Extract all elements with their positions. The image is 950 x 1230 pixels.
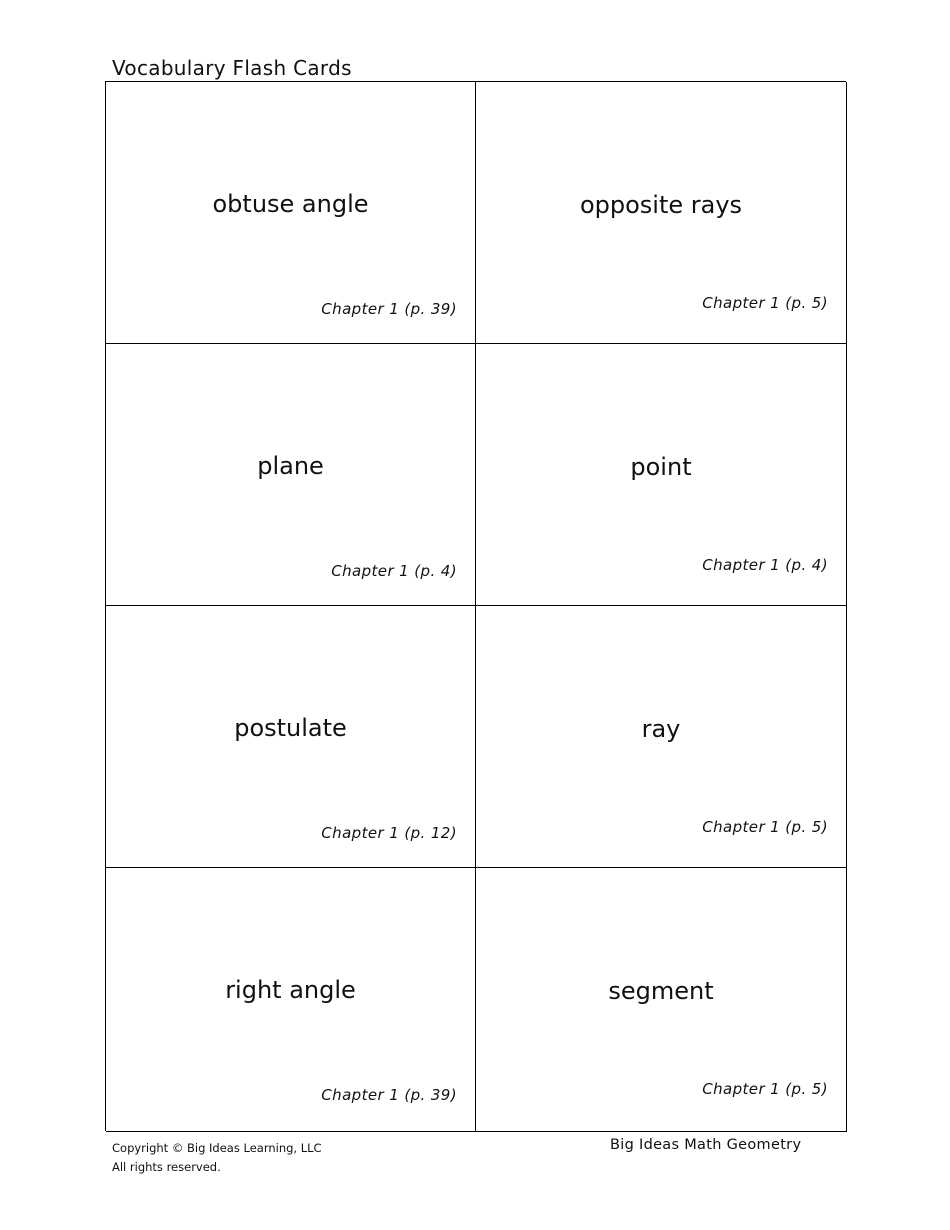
card-chapter-ref: Chapter 1 (p. 5)	[702, 818, 828, 836]
flash-card	[476, 344, 847, 606]
card-chapter-ref: Chapter 1 (p. 5)	[702, 1080, 828, 1098]
card-term: ray	[641, 715, 681, 743]
card-term: postulate	[234, 714, 347, 742]
flash-card	[106, 344, 476, 606]
card-term: plane	[257, 452, 324, 480]
card-chapter-ref: Chapter 1 (p. 4)	[702, 556, 828, 574]
card-chapter-ref: Chapter 1 (p. 39)	[321, 300, 457, 318]
card-chapter-ref: Chapter 1 (p. 4)	[331, 562, 457, 580]
flash-card	[476, 82, 847, 344]
card-chapter-ref: Chapter 1 (p. 12)	[321, 824, 457, 842]
rights-line: All rights reserved.	[112, 1160, 221, 1174]
copyright-notice	[112, 1139, 322, 1177]
flash-card	[106, 606, 476, 868]
card-term: opposite rays	[579, 191, 743, 219]
card-chapter-ref: Chapter 1 (p. 39)	[321, 1086, 457, 1104]
book-title: Big Ideas Math Geometry	[610, 1137, 802, 1153]
card-chapter-ref: Chapter 1 (p. 5)	[702, 294, 828, 312]
flash-card	[476, 868, 847, 1132]
card-term: segment	[608, 977, 714, 1005]
flash-card	[106, 82, 476, 344]
flash-card-grid	[105, 81, 846, 1131]
copyright-line: Copyright © Big Ideas Learning, LLC	[112, 1141, 322, 1155]
flash-card	[106, 868, 476, 1132]
card-term: point	[630, 453, 692, 481]
card-term: obtuse angle	[212, 190, 369, 218]
card-term: right angle	[225, 976, 356, 1004]
page-title: Vocabulary Flash Cards	[112, 56, 352, 80]
flash-card	[476, 606, 847, 868]
